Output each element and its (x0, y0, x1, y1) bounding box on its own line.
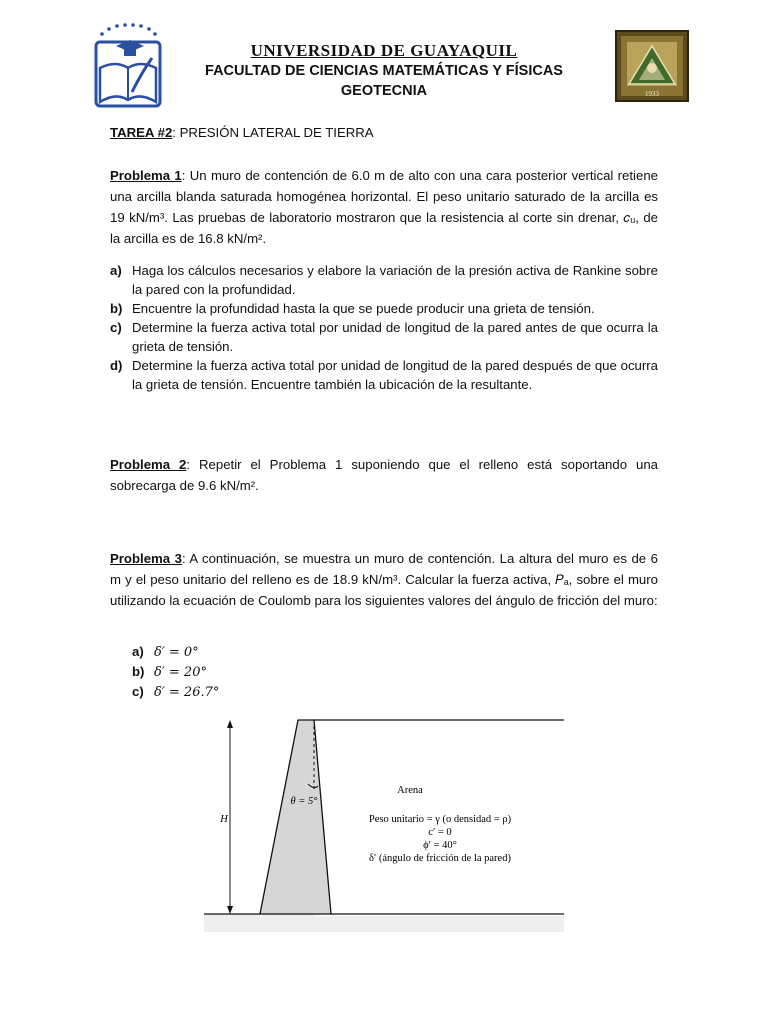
assignment-title (110, 122, 660, 143)
problem-2-text: : Repetir el Problema 1 suponiendo que el relleno está soportando una sobrecarga de 9.6 kN/m². (110, 457, 658, 493)
ground-shading (204, 914, 564, 932)
assignment-label: TAREA #2 (110, 125, 173, 140)
problem-3-text: : A continuación, se muestra un muro de contención. La altura del muro es de 6 m y el peso unitario del relleno es de 18.9 kN/m³. Calcular la fuerza activa, 𝑃ₐ, sobre el muro utilizando la ecuación de Coulomb para los siguientes valores del ángulo de fricción del muro: (110, 551, 658, 608)
problem-2-label: Problema 2 (110, 457, 187, 472)
property-cohesion: c′ = 0 (428, 827, 452, 838)
property-friction-angle: ϕ′ = 40° (423, 840, 457, 851)
list-item: b) Encuentre la profundidad hasta la que se puede producir una grieta de tensión. (110, 301, 595, 316)
list-item: a) Haga los cálculos necesarios y elabore la variación de la presión activa de Rankine sobre la pared con la profundidad. (110, 263, 658, 297)
material-label: Arena (397, 785, 423, 796)
logo-year: 1933 (645, 90, 659, 98)
problem-3-statement (110, 548, 658, 611)
problem-3-items (132, 642, 332, 702)
problem-3-label: Problema 3 (110, 551, 182, 566)
problem-1-text: : Un muro de contención de 6.0 m de alto con una cara posterior vertical retiene una arcilla blanda saturada homogénea horizontal. El peso unitario saturado de la arcilla es 19 kN/m³. Las pruebas de laboratorio mostraron que la resistencia al corte sin drenar, 𝑐ᵤ, de la arcilla es de 16.8 kN/m². (110, 168, 658, 246)
theta-label: θ = 5° (290, 796, 318, 807)
subject-title: GEOTECNIA (340, 83, 428, 99)
property-wall-friction: δ′ (ángulo de fricción de la pared) (369, 853, 511, 864)
problem-1-statement (110, 165, 658, 249)
faculty-title: FACULTAD DE CIENCIAS MATEMÁTICAS Y FÍSICAS (205, 63, 563, 79)
problem-1-items (110, 261, 658, 394)
property-unit-weight: Peso unitario = γ (o densidad = ρ) (368, 814, 512, 825)
height-label: H (220, 814, 228, 825)
problem-1-label: Problema 1 (110, 168, 182, 183)
list-item: a) δ′ = 0° (132, 644, 199, 660)
list-item: c) Determine la fuerza activa total por unidad de longitud de la pared antes de que ocurra la grieta de tensión. (110, 320, 658, 354)
list-item: b) δ′ = 20° (132, 664, 207, 680)
problem-2-statement (110, 454, 658, 496)
list-item: d) Determine la fuerza activa total por unidad de longitud de la pared después de que ocurra la grieta de tensión. Encuentre también la ubicación de la resultante. (110, 358, 658, 392)
university-title: UNIVERSIDAD DE GUAYAQUIL (250, 41, 518, 60)
assignment-topic: : PRESIÓN LATERAL DE TIERRA (172, 125, 374, 140)
retaining-wall-figure (204, 716, 564, 932)
list-item: c) δ′ = 26.7° (132, 684, 220, 700)
